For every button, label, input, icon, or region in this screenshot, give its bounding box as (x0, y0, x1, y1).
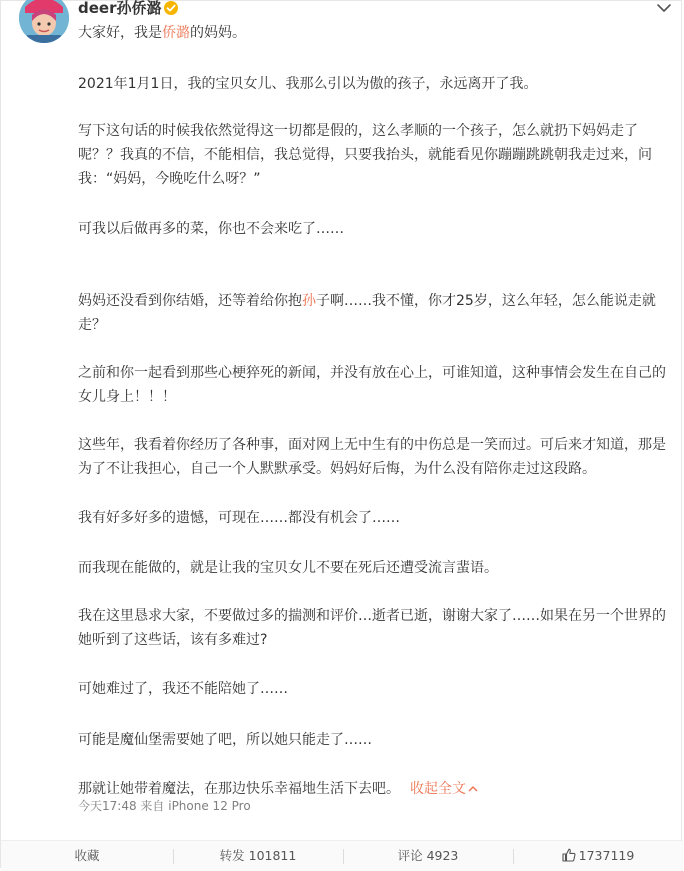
paragraph-text: 那就让她带着魔法，在那边快乐幸福地生活下去吧。 (78, 781, 400, 797)
verified-badge-icon (164, 1, 178, 15)
post-paragraph (78, 289, 678, 337)
repost-button[interactable] (173, 841, 343, 871)
chevron-up-icon (468, 785, 478, 793)
like-button[interactable] (513, 841, 683, 871)
thumb-up-icon (562, 848, 576, 862)
post-paragraph (78, 72, 678, 96)
paragraph-text: 而我现在能做的，就是让我的宝贝女儿不要在死后还遭受流言蜚语。 (78, 560, 498, 576)
post-source: 来自 iPhone 12 Pro (140, 799, 251, 813)
paragraph-text: 可能是魔仙堡需要她了吧，所以她只能走了…… (78, 732, 372, 748)
paragraph-text: 2021年1月1日，我的宝贝女儿、我那么引以为傲的孩子，永远离开了我。 (78, 76, 538, 92)
paragraph-text: 之前和你一起看到那些心梗猝死的新闻，并没有放在心上，可谁知道，这种事情会发生在自己的女儿身上！！！ (78, 365, 666, 405)
avatar[interactable] (19, 0, 69, 43)
paragraph-text: 可她难过了，我还不能陪她了…… (78, 681, 288, 697)
post-paragraph (78, 433, 678, 481)
post-paragraph (78, 361, 678, 409)
post-paragraph (78, 119, 678, 191)
paragraph-text: 子啊……我不懂，你才25岁，这么年轻，怎么能说走就走？ (78, 293, 656, 333)
chevron-down-icon (655, 2, 673, 16)
post-paragraph (78, 506, 678, 530)
post-meta (78, 798, 251, 814)
paragraph-text: 可我以后做再多的菜，你也不会来吃了…… (78, 221, 344, 237)
paragraph-text: 大家好，我是 (78, 25, 162, 41)
like-count: 1737119 (578, 848, 635, 863)
post-paragraph (78, 728, 678, 752)
repost-label: 转发 101811 (219, 848, 297, 863)
comment-label: 评论 4923 (397, 848, 459, 863)
paragraph-text: 我有好多好多的遗憾，可现在……都没有机会了…… (78, 510, 400, 526)
username-text[interactable]: deer孙侨潞 (78, 0, 162, 17)
favorite-button[interactable] (1, 841, 173, 871)
post-paragraph (78, 604, 678, 652)
favorite-label: 收藏 (74, 848, 100, 863)
highlight-text: 侨潞 (162, 25, 190, 41)
post-menu-button[interactable] (655, 1, 673, 15)
highlight-text: 孙 (302, 293, 316, 309)
username[interactable] (78, 0, 178, 17)
comment-button[interactable] (343, 841, 513, 871)
post-paragraph (78, 21, 678, 45)
paragraph-text: 妈妈还没看到你结婚，还等着给你抱 (78, 293, 302, 309)
paragraph-text: 这些年，我看着你经历了各种事，面对网上无中生有的中伤总是一笑而过。可后来才知道，那是为了不让我担心，自己一个人默默承受。妈妈好后悔，为什么没有陪你走过这段路。 (78, 437, 666, 477)
paragraph-text: 的妈妈。 (190, 25, 246, 41)
paragraph-text: 我在这里恳求大家，不要做过多的揣测和评价…逝者已逝，谢谢大家了……如果在另一个世界的她听到了这些话，该有多难过? (78, 608, 666, 648)
collapse-label: 收起全文 (410, 781, 466, 797)
post-paragraph (78, 677, 678, 701)
post-time[interactable]: 今天17:48 (78, 799, 137, 813)
post-paragraph (78, 217, 678, 241)
collapse-text-link[interactable] (410, 781, 478, 797)
action-bar (1, 840, 683, 871)
paragraph-text: 写下这句话的时候我依然觉得这一切都是假的，这么孝顺的一个孩子，怎么就扔下妈妈走了呢？？我真的不信，不能相信，我总觉得，只要我抬头，就能看见你蹦蹦跳跳朝我走过来，问我：“妈妈，今晚吃什么呀？” (78, 123, 652, 187)
post-paragraph (78, 556, 678, 580)
